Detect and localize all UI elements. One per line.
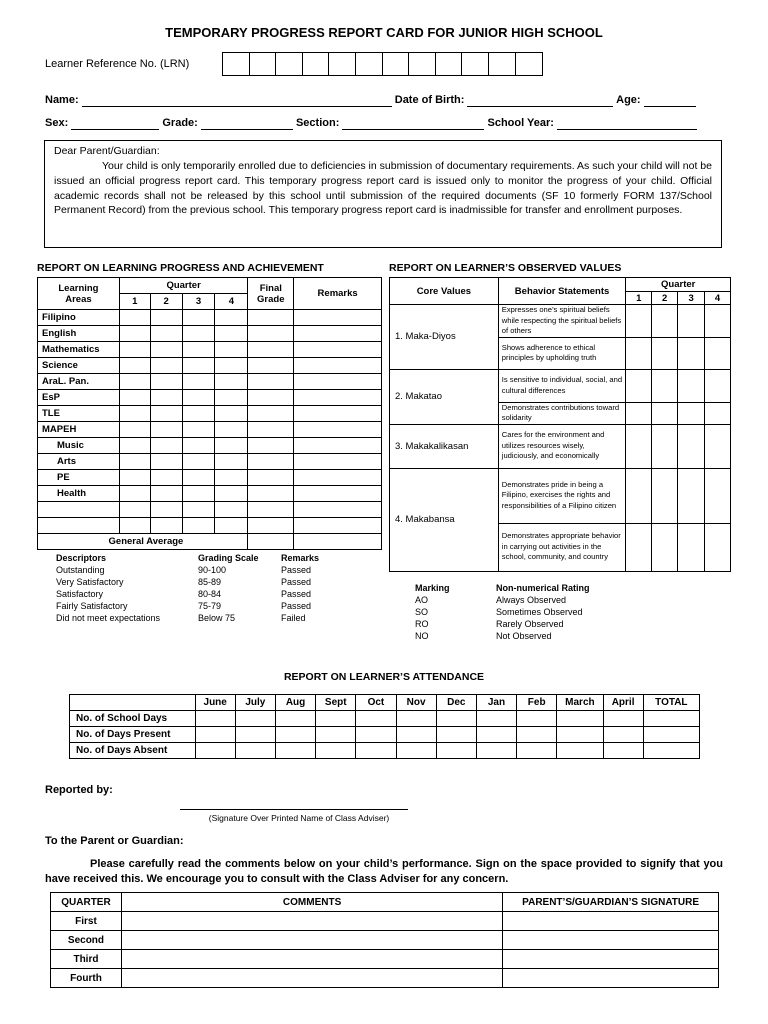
- table-row: Third: [51, 950, 719, 969]
- comments-table: [50, 892, 719, 988]
- table-row: No. of Days Absent: [70, 743, 700, 759]
- descriptors-col: Descriptors Outstanding Very Satisfactory Satisfactory Fairly Satisfactory Did not meet expectations: [56, 553, 161, 623]
- table-row: [38, 502, 382, 518]
- table-row: [38, 518, 382, 534]
- core-values-header: Core Values: [390, 278, 499, 305]
- table-row: No. of School Days: [70, 711, 700, 727]
- lrn-label: Learner Reference No. (LRN): [45, 58, 190, 70]
- dob-label: Date of Birth:: [394, 94, 465, 106]
- general-average-row: General Average: [38, 534, 382, 550]
- table-row: Mathematics: [38, 342, 382, 358]
- table-row: 2. Makatao Is sensitive to individual, social, and cultural differences: [390, 369, 731, 402]
- rating-col: Non-numerical Rating Always Observed Sometimes Observed Rarely Observed Not Observed: [496, 583, 590, 641]
- q3-header: 3: [182, 294, 215, 310]
- table-row: TLE: [38, 406, 382, 422]
- table-row: Demonstrates contributions toward solidarity: [390, 402, 731, 424]
- table-row: 4. Makabansa Demonstrates pride in being a Filipino, exercises the rights and responsibilities of a Filipino citizen: [390, 468, 731, 523]
- table-row: Second: [51, 931, 719, 950]
- comments-header: COMMENTS: [121, 893, 502, 912]
- table-row: Science: [38, 358, 382, 374]
- table-row: English: [38, 326, 382, 342]
- table-row: PE: [38, 470, 382, 486]
- final-grade-header: Final Grade: [248, 278, 294, 310]
- grading-remarks-col: Remarks Passed Passed Passed Passed Failed: [281, 553, 320, 623]
- comment-cell[interactable]: [121, 931, 502, 950]
- learning-table: [37, 277, 382, 550]
- parent-note: Please carefully read the comments below on your child’s performance. Sign on the space provided to signify that you have received this. We encourage you to consult with the Class Adviser for any concern.: [45, 858, 723, 885]
- age-label: Age:: [616, 94, 641, 106]
- comments-quarter-header: QUARTER: [51, 893, 122, 912]
- q4-header: 4: [215, 294, 248, 310]
- table-row: EsP: [38, 390, 382, 406]
- name-field[interactable]: [82, 94, 392, 107]
- section-field[interactable]: [342, 117, 484, 130]
- signature-cell[interactable]: [503, 931, 719, 950]
- table-row: Fourth: [51, 969, 719, 988]
- adviser-signature-line[interactable]: [180, 809, 408, 810]
- school-year-label: School Year:: [487, 117, 554, 129]
- grade-field[interactable]: [201, 117, 293, 130]
- reported-by-label: Reported by:: [45, 784, 113, 796]
- table-row: No. of Days Present: [70, 727, 700, 743]
- lrn-input[interactable]: [222, 52, 543, 76]
- areas-header: Learning Areas: [38, 278, 120, 310]
- table-row: Demonstrates appropriate behavior in carrying out activities in the school, community, and country: [390, 523, 731, 571]
- parent-signature-header: PARENT’S/GUARDIAN’S SIGNATURE: [503, 893, 719, 912]
- grading-scale-col: Grading Scale 90-100 85-89 80-84 75-79 Below 75: [198, 553, 259, 623]
- dob-field[interactable]: [467, 94, 613, 107]
- table-row: Music: [38, 438, 382, 454]
- parent-heading: To the Parent or Guardian:: [45, 835, 184, 847]
- table-row: 3. Makakalikasan Cares for the environment and utilizes resources wisely, judiciously, and economically: [390, 424, 731, 468]
- q1-header: 1: [119, 294, 150, 310]
- attendance-table: June July Aug Sept Oct Nov Dec Jan Feb March April TOTAL No. of School Days No. of Days Present No. of Days Absent: [69, 694, 700, 759]
- name-label: Name:: [45, 94, 79, 106]
- quarter-header: Quarter: [119, 278, 247, 294]
- comment-cell[interactable]: [121, 969, 502, 988]
- comment-cell[interactable]: [121, 950, 502, 969]
- sex-label: Sex:: [45, 117, 69, 129]
- table-row: MAPEH: [38, 422, 382, 438]
- school-year-field[interactable]: [557, 117, 697, 130]
- section-label: Section:: [295, 117, 340, 129]
- page-title: TEMPORARY PROGRESS REPORT CARD FOR JUNIOR HIGH SCHOOL: [165, 25, 603, 40]
- table-row: Shows adherence to ethical principles by upholding truth: [390, 337, 731, 369]
- table-row: 1. Maka-Diyos Expresses one’s spiritual beliefs while respecting the spiritual beliefs of others: [390, 305, 731, 338]
- notice-letter: [44, 140, 722, 248]
- table-row: Filipino: [38, 310, 382, 326]
- comment-cell[interactable]: [121, 912, 502, 931]
- signature-cell[interactable]: [503, 912, 719, 931]
- learning-title: REPORT ON LEARNING PROGRESS AND ACHIEVEMENT: [37, 262, 324, 274]
- q2-header: 2: [150, 294, 182, 310]
- sex-field[interactable]: [71, 117, 159, 130]
- age-field[interactable]: [644, 94, 696, 107]
- remarks-header: Remarks: [294, 278, 382, 310]
- values-table: Core Values Behavior Statements Quarter 1 2 3 4 1. Maka-Diyos Expresses one’s spiritual beliefs while respecting the spiritual beliefs of others Shows adherence to ethical principles by upholding truth 2. Makatao Is sensitive to individual, social, and cultural differences Demonstrates contributions toward solidarity 3. Makakalikasan Cares for the environment and utilizes resources wisely, judiciously, and economically 4. Makabansa Demonstrates pride in being a Filipino, exercises the rights and responsibilities of a Filipino citizen Demonstrates appropriate behavior in carrying out activities in the school, community, and country: [389, 277, 731, 572]
- signature-cell[interactable]: [503, 969, 719, 988]
- table-row: Health: [38, 486, 382, 502]
- signature-caption: (Signature Over Printed Name of Class Adviser): [208, 813, 390, 823]
- letter-salutation: Dear Parent/Guardian:: [54, 145, 160, 157]
- attendance-title: REPORT ON LEARNER’S ATTENDANCE: [283, 671, 485, 683]
- table-row: AraL. Pan.: [38, 374, 382, 390]
- letter-body: Your child is only temporarily enrolled due to deficiencies in submission of documentary requirements. As such your child will not be issued an official progress report card. This temporary progress report card is issued only to monitor the progress of your child. Official academic records shall not be released by this school until submission of the required documents (SF 10 formerly FORM 137/School Permanent Record) from the previous school. This temporary progress report card is inadmissible for transfer and enrollment purposes.: [54, 160, 712, 217]
- table-row: Arts: [38, 454, 382, 470]
- values-title: REPORT ON LEARNER’S OBSERVED VALUES: [389, 262, 622, 274]
- behavior-header: Behavior Statements: [498, 278, 626, 305]
- signature-cell[interactable]: [503, 950, 719, 969]
- grade-label: Grade:: [162, 117, 198, 129]
- table-row: First: [51, 912, 719, 931]
- marking-col: Marking AO SO RO NO: [415, 583, 450, 641]
- values-quarter-header: Quarter: [626, 278, 731, 292]
